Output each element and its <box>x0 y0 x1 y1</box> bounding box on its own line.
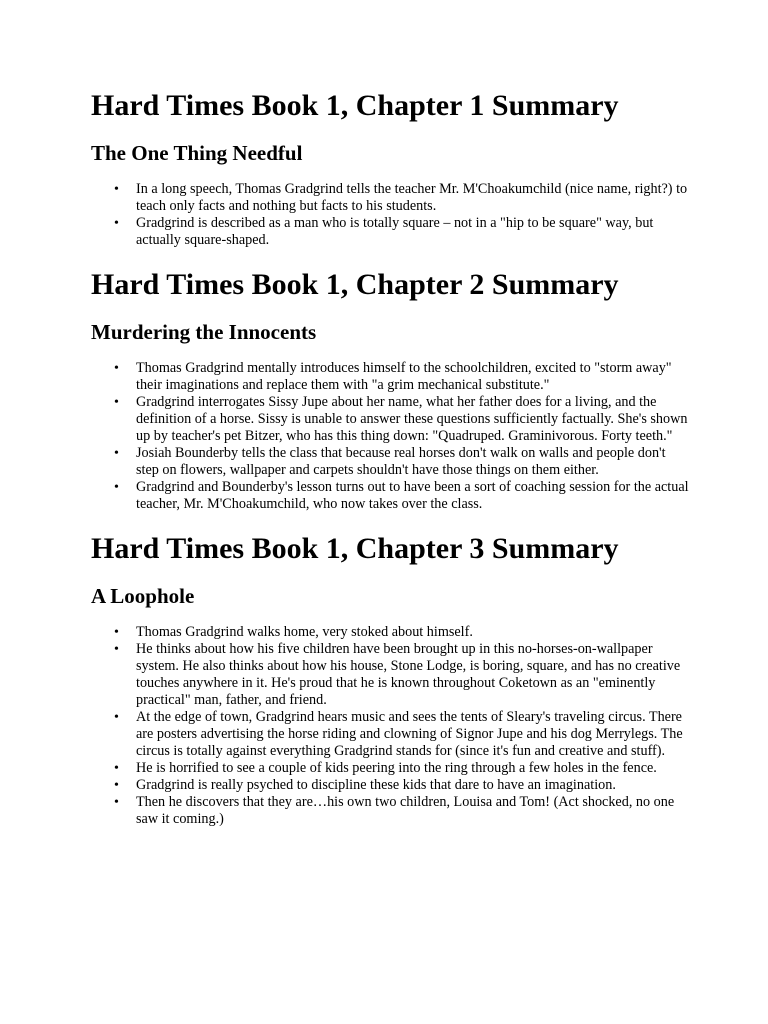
chapter-2-title: Hard Times Book 1, Chapter 2 Summary <box>91 268 619 301</box>
bullet-icon: • <box>114 642 119 657</box>
bullet-icon: • <box>114 795 119 810</box>
list-item <box>91 215 691 249</box>
list-item <box>91 760 691 777</box>
bullet-icon: • <box>114 761 119 776</box>
list-item-text: Gradgrind and Bounderby's lesson turns out to have been a sort of coaching session for the actual teacher, Mr. M'Choakumchild, who now takes over the class. <box>136 479 689 512</box>
list-item-text: Then he discovers that they are…his own two children, Louisa and Tom! (Act shocked, no one saw it coming.) <box>136 794 675 827</box>
bullet-icon: • <box>114 778 119 793</box>
list-item-text: Gradgrind is really psyched to discipline these kids that dare to have an imagination. <box>136 777 616 793</box>
bullet-icon: • <box>114 395 119 410</box>
list-item <box>91 777 691 794</box>
document-page <box>91 86 691 828</box>
bullet-icon: • <box>114 361 119 376</box>
chapter-1-subtitle: The One Thing Needful <box>91 141 303 165</box>
chapter-3-bullet-list <box>91 624 691 828</box>
list-item-text: Thomas Gradgrind walks home, very stoked about himself. <box>136 624 473 640</box>
chapter-3-title: Hard Times Book 1, Chapter 3 Summary <box>91 532 619 565</box>
list-item <box>91 794 691 828</box>
list-item-text: He thinks about how his five children have been brought up in this no-horses-on-wallpaper system. He also thinks about how his house, Stone Lodge, is boring, square, and has no creative touches anywhere in it. He's proud that he is known throughout Coketown as an "eminently practical" man, father, and friend. <box>136 641 681 708</box>
list-item <box>91 360 691 394</box>
list-item <box>91 394 691 445</box>
list-item-text: Gradgrind is described as a man who is totally square – not in a "hip to be square" way, but actually square-shaped. <box>136 215 654 248</box>
chapter-1-section <box>91 86 691 249</box>
list-item-text: He is horrified to see a couple of kids peering into the ring through a few holes in the fence. <box>136 760 657 776</box>
list-item <box>91 181 691 215</box>
chapter-3-section <box>91 529 691 828</box>
bullet-icon: • <box>114 182 119 197</box>
bullet-icon: • <box>114 216 119 231</box>
list-item <box>91 709 691 760</box>
list-item <box>91 641 691 709</box>
chapter-1-title: Hard Times Book 1, Chapter 1 Summary <box>91 89 619 122</box>
list-item <box>91 445 691 479</box>
chapter-2-subtitle: Murdering the Innocents <box>91 320 317 344</box>
bullet-icon: • <box>114 480 119 495</box>
list-item-text: Josiah Bounderby tells the class that because real horses don't walk on walls and people don't step on flowers, wallpaper and carpets shouldn't have those things on them either. <box>136 445 666 478</box>
chapter-3-subtitle: A Loophole <box>91 584 195 608</box>
chapter-2-bullet-list <box>91 360 691 513</box>
list-item-text: In a long speech, Thomas Gradgrind tells the teacher Mr. M'Choakumchild (nice name, right?) to teach only facts and nothing but facts to his students. <box>136 181 688 214</box>
bullet-icon: • <box>114 625 119 640</box>
bullet-icon: • <box>114 446 119 461</box>
bullet-icon: • <box>114 710 119 725</box>
list-item <box>91 624 691 641</box>
list-item-text: Thomas Gradgrind mentally introduces himself to the schoolchildren, excited to "storm away" their imaginations and replace them with "a grim mechanical substitute." <box>136 360 672 393</box>
chapter-1-bullet-list <box>91 181 691 249</box>
list-item <box>91 479 691 513</box>
list-item-text: Gradgrind interrogates Sissy Jupe about her name, what her father does for a living, and the definition of a horse. Sissy is unable to answer these questions sufficiently factually. She's shown up by teacher's pet Bitzer, who has this thing down: "Quadruped. Graminivorous. Forty teeth." <box>136 394 688 444</box>
list-item-text: At the edge of town, Gradgrind hears music and sees the tents of Sleary's traveling circus. There are posters advertising the horse riding and clowning of Signor Jupe and his dog Merrylegs. The circus is totally against everything Gradgrind stands for (since it's fun and creative and stuff). <box>136 709 683 759</box>
chapter-2-section <box>91 265 691 513</box>
